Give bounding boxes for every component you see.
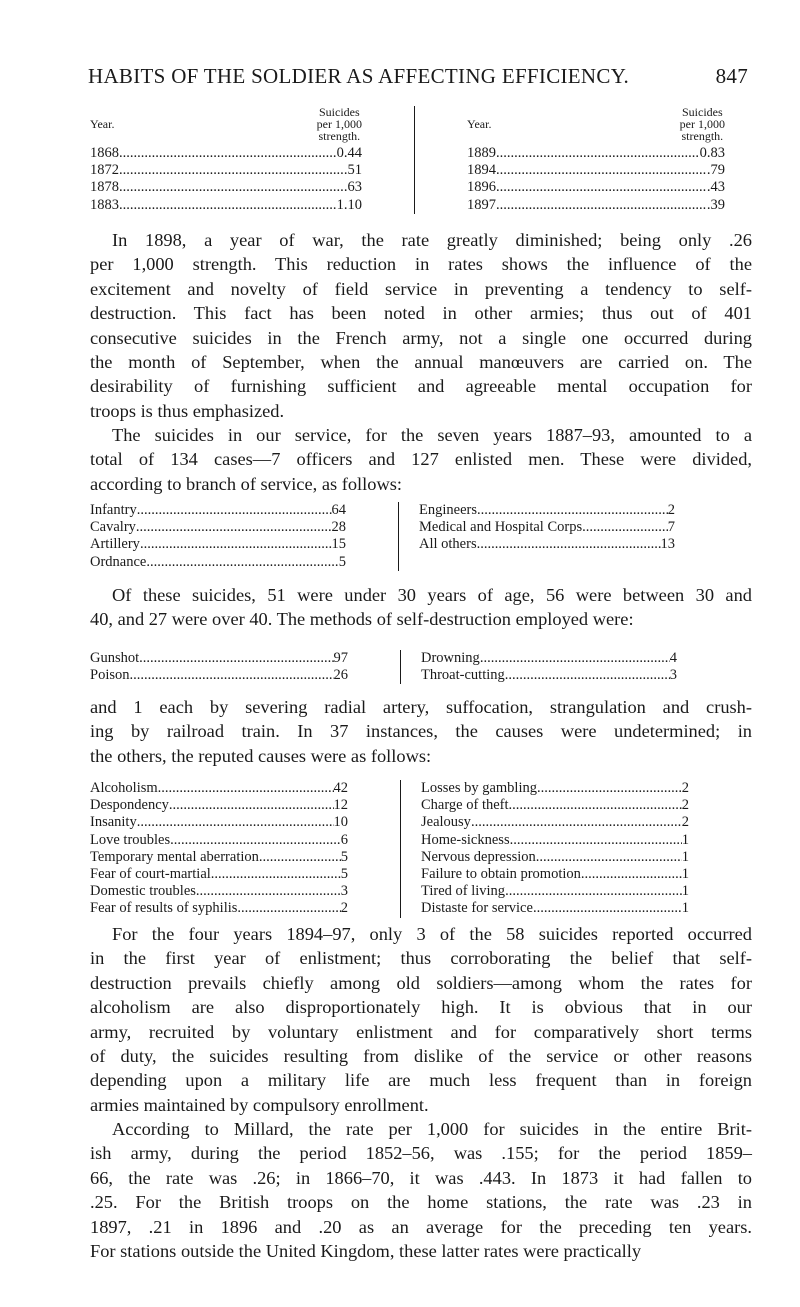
- rate-column-header: Suicides per 1,000 strength.: [679, 105, 725, 143]
- row-label: Medical and Hospital Corps: [419, 519, 583, 536]
- text-line: Of these suicides, 51 were under 30 years of age, 56 were between 30 and: [112, 585, 752, 605]
- cause-row: [421, 866, 689, 883]
- row-label: 1894: [467, 162, 496, 179]
- paragraph-2: [90, 423, 752, 496]
- row-label: Fear of results of syphilis: [90, 900, 238, 917]
- text-line: in the first year of enlistment; thus corroborating the belief that self-: [90, 948, 752, 969]
- row-value: 4: [669, 650, 677, 666]
- row-label: 1889: [467, 145, 496, 161]
- dot-leader: [170, 832, 341, 849]
- rate-row: [90, 162, 362, 179]
- text-line: destruction prevails chiefly among old soldiers—among whom the rates for: [90, 972, 752, 993]
- branch-table: [90, 502, 675, 571]
- row-label: Charge of theft: [421, 797, 509, 814]
- dot-leader: [169, 797, 334, 814]
- rate-row: [90, 145, 362, 162]
- dot-leader: [536, 849, 682, 866]
- text-line: ing by railroad train. In 37 instances, the causes were undetermined; in: [90, 721, 752, 742]
- dot-leader: [537, 780, 682, 797]
- paragraph-1: [90, 228, 752, 423]
- row-label: 1883: [90, 196, 119, 213]
- text-line: armies maintained by compulsory enrollment.: [90, 1094, 429, 1115]
- text-line: .25. For the British troops on the home stations, the rate was .23 in: [90, 1192, 752, 1213]
- dot-leader: [139, 650, 333, 667]
- cause-row: [421, 780, 689, 797]
- rate-row: [90, 179, 362, 196]
- row-label: Gunshot: [90, 650, 140, 666]
- running-head: [88, 64, 748, 89]
- dot-leader: [477, 536, 661, 553]
- text-line: 1897, .21 in 1896 and .20 as an average for the preceding ten years.: [90, 1216, 752, 1237]
- rate-row: [467, 197, 725, 214]
- row-label: Artillery: [90, 536, 140, 553]
- row-value: 10: [333, 814, 348, 831]
- rate-row: [467, 145, 725, 162]
- text-line: alcoholism are also disproportionately high. It is obvious that in our: [90, 997, 752, 1018]
- row-label: Insanity: [90, 814, 137, 831]
- row-label: All others: [419, 536, 477, 553]
- text-line: total of 134 cases—7 officers and 127 enlisted men. These were divided,: [90, 449, 752, 470]
- row-value: 5: [340, 866, 348, 883]
- rate-row: [90, 197, 362, 214]
- cause-row: [90, 900, 348, 917]
- cause-row: [90, 832, 348, 849]
- year-column-header: Year.: [467, 117, 492, 131]
- paragraph-5: [90, 922, 752, 1117]
- row-label: Jealousy: [421, 814, 471, 831]
- row-label: Despondency: [90, 797, 169, 814]
- branch-row: [90, 536, 346, 553]
- row-value: 0.83: [699, 145, 725, 161]
- row-label: Engineers: [419, 502, 477, 518]
- causes-rows-right: [401, 780, 689, 918]
- dot-leader: [496, 179, 707, 196]
- text-line: of duty, the suicides resulting from dislike of the service or other reasons: [90, 1046, 752, 1067]
- dot-leader: [136, 519, 332, 536]
- row-label: Failure to obtain promotion: [421, 866, 581, 883]
- row-value: 1: [681, 848, 689, 865]
- paragraph-4: [90, 695, 752, 768]
- row-label: Distaste for service: [421, 900, 533, 917]
- row-label: 1896: [467, 179, 496, 196]
- row-label: Temporary mental aberration: [90, 848, 259, 865]
- row-label: Cavalry: [90, 519, 136, 536]
- row-label: Infantry: [90, 502, 137, 518]
- row-label: Tired of living: [421, 883, 506, 900]
- methods-rows-right: [401, 650, 677, 684]
- row-value: 2: [681, 780, 689, 796]
- dot-leader: [130, 667, 334, 684]
- row-label: Poison: [90, 667, 130, 684]
- rates-table-header: [90, 106, 362, 142]
- dot-leader: [146, 554, 338, 571]
- row-value: 1: [681, 900, 689, 917]
- dot-leader: [581, 866, 682, 883]
- dot-leader: [211, 866, 341, 883]
- cause-row: [90, 849, 348, 866]
- row-label: Losses by gambling: [421, 780, 537, 796]
- branch-row: [419, 502, 675, 519]
- branch-rows-left: [90, 502, 399, 571]
- row-value: 0.44: [336, 145, 362, 161]
- text-line: the month of September, when the annual manœuvers are carried on. The: [90, 352, 752, 373]
- row-value: 28: [331, 519, 346, 536]
- cause-row: [90, 866, 348, 883]
- method-row: [421, 650, 677, 667]
- dot-leader: [196, 883, 341, 900]
- row-value: .63: [343, 179, 362, 196]
- row-value: 12: [333, 797, 348, 814]
- row-value: 2: [667, 502, 675, 518]
- dot-leader: [533, 900, 682, 917]
- row-value: 5: [340, 848, 348, 865]
- cause-row: [421, 849, 689, 866]
- dot-leader: [496, 162, 707, 179]
- rates-table-header-right: [467, 106, 725, 142]
- text-line: destruction. This fact has been noted in other armies; thus out of 401: [90, 303, 752, 324]
- row-value: .43: [706, 179, 725, 196]
- dot-leader: [119, 197, 337, 214]
- dot-leader: [471, 814, 682, 831]
- rate-column-header: Suicides per 1,000 strength.: [316, 105, 362, 143]
- rate-row: [467, 179, 725, 196]
- cause-row: [90, 814, 348, 831]
- rate-row: [467, 162, 725, 179]
- causes-table: [90, 780, 689, 918]
- dot-leader: [237, 900, 340, 917]
- cause-row: [90, 780, 348, 797]
- text-line: and 1 each by severing radial artery, suffocation, strangulation and crush-: [90, 697, 752, 717]
- rates-table-right: [415, 106, 725, 214]
- text-line: For stations outside the United Kingdom, these latter rates were practically: [90, 1241, 642, 1262]
- text-line: according to branch of service, as follows:: [90, 473, 403, 494]
- dot-leader: [582, 519, 668, 536]
- branch-row: [419, 536, 675, 553]
- rates-table-left: [90, 106, 415, 214]
- text-line: per 1,000 strength. This reduction in rates shows the influence of the: [90, 254, 752, 275]
- row-label: Drowning: [421, 650, 480, 666]
- year-column-header: Year.: [90, 117, 115, 131]
- row-value: .79: [706, 162, 725, 179]
- text-line: consecutive suicides in the French army, not a single one occurred during: [90, 327, 752, 348]
- dot-leader: [119, 145, 337, 162]
- text-line: troops is thus emphasized.: [90, 400, 285, 421]
- causes-rows-left: [90, 780, 401, 918]
- text-line: desirability of furnishing sufficient and agreeable mental occupation for: [90, 376, 752, 397]
- method-row: [421, 667, 677, 684]
- paragraph-3: [90, 583, 752, 632]
- row-value: .39: [706, 196, 725, 213]
- row-value: 2: [681, 797, 689, 814]
- rates-rows-right: [467, 145, 725, 214]
- row-label: Fear of court-martial: [90, 866, 211, 883]
- row-label: 1878: [90, 179, 119, 196]
- page-number: 847: [715, 64, 748, 88]
- row-value: 3: [340, 883, 348, 900]
- branch-rows-right: [399, 502, 675, 571]
- method-row: [90, 667, 348, 684]
- row-value: 42: [333, 780, 348, 796]
- rates-rows-left: [90, 145, 362, 214]
- dot-leader: [158, 780, 334, 797]
- cause-row: [421, 832, 689, 849]
- row-value: 1: [681, 866, 689, 883]
- method-row: [90, 650, 348, 667]
- text-line: army, recruited by voluntary enlistment and for comparatively short terms: [90, 1021, 752, 1042]
- dot-leader: [137, 814, 334, 831]
- row-value: 6: [340, 831, 348, 848]
- row-value: 15: [331, 536, 346, 553]
- dot-leader: [480, 650, 670, 667]
- text-line: 40, and 27 were over 40. The methods of self-destruction employed were:: [90, 609, 634, 630]
- text-line: For the four years 1894–97, only 3 of the 58 suicides reported occurred: [112, 924, 752, 944]
- row-label: Alcoholism: [90, 780, 158, 796]
- row-value: 97: [333, 650, 348, 666]
- dot-leader: [137, 502, 332, 519]
- row-value: .51: [343, 162, 362, 179]
- row-value: 26: [333, 667, 348, 684]
- row-value: 1.10: [336, 196, 362, 213]
- row-label: Ordnance: [90, 553, 147, 570]
- text-line: 66, the rate was .26; in 1866–70, it was .443. In 1873 it had fallen to: [90, 1167, 752, 1188]
- cause-row: [90, 797, 348, 814]
- dot-leader: [119, 179, 344, 196]
- row-label: Throat-cutting: [421, 667, 505, 684]
- row-value: 7: [667, 519, 675, 536]
- text-line: the others, the reputed causes were as follows:: [90, 745, 432, 766]
- row-label: 1872: [90, 162, 119, 179]
- dot-leader: [119, 162, 344, 179]
- dot-leader: [477, 502, 668, 519]
- running-head-title: HABITS OF THE SOLDIER AS AFFECTING EFFICIENCY.: [88, 64, 630, 88]
- cause-row: [421, 900, 689, 917]
- dot-leader: [259, 849, 341, 866]
- dot-leader: [509, 797, 682, 814]
- branch-row: [90, 519, 346, 536]
- methods-table: [90, 650, 677, 684]
- text-line: excitement and novelty of field service in preventing a tendency to self-: [90, 278, 752, 299]
- row-value: 2: [340, 900, 348, 917]
- text-line: According to Millard, the rate per 1,000 for suicides in the entire Brit-: [112, 1119, 752, 1139]
- dot-leader: [496, 145, 700, 162]
- dot-leader: [505, 667, 670, 684]
- cause-row: [421, 883, 689, 900]
- paragraph-6: [90, 1117, 752, 1263]
- row-label: Domestic troubles: [90, 883, 196, 900]
- row-value: 1: [681, 831, 689, 848]
- row-label: Home-sickness: [421, 831, 510, 848]
- row-value: 3: [669, 667, 677, 684]
- row-label: Love troubles: [90, 831, 171, 848]
- branch-row: [90, 554, 346, 571]
- rates-table: [90, 106, 725, 214]
- branch-row: [419, 519, 675, 536]
- dot-leader: [496, 197, 707, 214]
- text-line: ish army, during the period 1852–56, was .155; for the period 1859–: [90, 1143, 752, 1164]
- row-value: 2: [681, 814, 689, 831]
- text-line: depending upon a military life are much less frequent than in foreign: [90, 1070, 752, 1091]
- dot-leader: [140, 536, 332, 553]
- row-label: 1897: [467, 196, 496, 213]
- text-line: In 1898, a year of war, the rate greatly diminished; being only .26: [112, 230, 752, 250]
- dot-leader: [510, 832, 682, 849]
- cause-row: [421, 814, 689, 831]
- row-value: 13: [660, 536, 675, 553]
- row-value: 1: [681, 883, 689, 900]
- cause-row: [421, 797, 689, 814]
- cause-row: [90, 883, 348, 900]
- branch-row: [90, 502, 346, 519]
- row-label: 1868: [90, 145, 119, 161]
- dot-leader: [505, 883, 682, 900]
- row-value: 64: [331, 502, 346, 518]
- methods-rows-left: [90, 650, 401, 684]
- text-line: The suicides in our service, for the seven years 1887–93, amounted to a: [112, 425, 752, 445]
- row-label: Nervous depression: [421, 848, 536, 865]
- row-value: 5: [338, 553, 346, 570]
